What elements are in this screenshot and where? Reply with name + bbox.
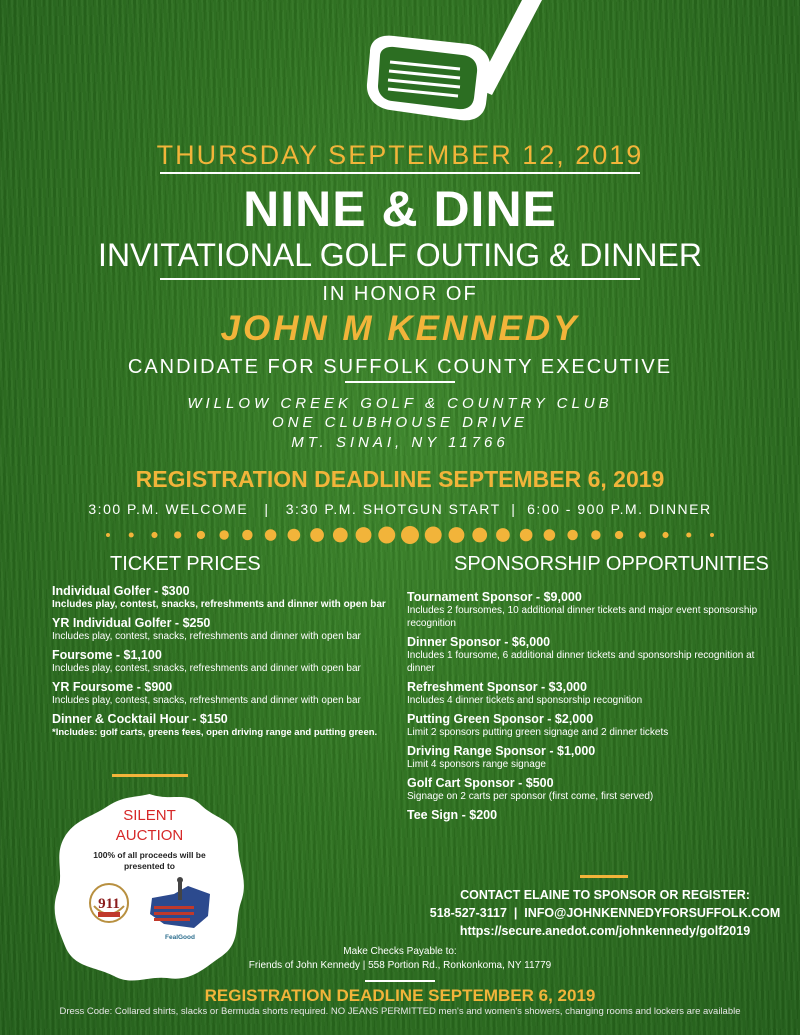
- divider-dot: [615, 531, 623, 539]
- divider-dot: [242, 530, 252, 540]
- sponsor-item: [407, 776, 777, 803]
- ticket-item: [52, 680, 392, 707]
- candidate-title: CANDIDATE FOR SUFFOLK COUNTY EXECUTIVE: [127, 356, 673, 378]
- ticket-name: YR Foursome - $900: [52, 680, 173, 694]
- dress-code: Dress Code: Collared shirts, slacks or Bermuda shorts required. NO JEANS PERMITTED men's and women's showers, changing rooms and lockers are available: [59, 1006, 741, 1017]
- sponsor-desc: Includes 4 dinner tickets and sponsorship recognition: [407, 695, 643, 706]
- divider-dot: [686, 532, 691, 537]
- sponsorship-title: SPONSORSHIP OPPORTUNITIES: [454, 553, 769, 575]
- event-schedule: 3:00 P.M. WELCOME | 3:30 P.M. SHOTGUN START | 6:00 - 900 P.M. DINNER: [88, 501, 712, 517]
- ticket-desc: Includes play, contest, snacks, refreshments and dinner with open bar: [52, 631, 361, 642]
- venue-street: ONE CLUBHOUSE DRIVE: [271, 414, 529, 431]
- sponsor-desc: Limit 2 sponsors putting green signage and 2 dinner tickets: [407, 727, 669, 738]
- divider: [345, 381, 455, 383]
- divider-dot: [496, 528, 510, 542]
- checks-payable-address: Friends of John Kennedy | 558 Portion Rd., Ronkonkoma, NY 11779: [248, 960, 552, 971]
- divider-dot: [425, 527, 442, 544]
- ticket-item: [52, 648, 392, 675]
- sponsor-name: Golf Cart Sponsor - $500: [407, 776, 554, 790]
- silent-auction-title: AUCTION: [115, 827, 184, 844]
- venue-city: MT. SINAI, NY 11766: [291, 434, 509, 451]
- ticket-item: [52, 616, 392, 643]
- event-title: NINE & DINE: [243, 181, 557, 237]
- divider-dot: [310, 528, 324, 542]
- divider-dot: [567, 530, 577, 540]
- sponsorship-list: [407, 590, 777, 827]
- gold-divider: [580, 875, 628, 878]
- divider-dot: [472, 528, 487, 543]
- divider: [160, 172, 640, 174]
- divider-dot: [333, 528, 348, 543]
- divider-dot: [401, 526, 419, 544]
- ticket-desc: Includes play, contest, snacks, refreshments and dinner with open bar: [52, 599, 386, 610]
- ticket-prices-title: TICKET PRICES: [110, 553, 261, 575]
- sponsor-name: Putting Green Sponsor - $2,000: [407, 712, 594, 726]
- divider-dot: [520, 529, 533, 542]
- ticket-name: YR Individual Golfer - $250: [52, 616, 211, 630]
- honor-prefix: IN HONOR OF: [322, 283, 478, 305]
- sponsor-desc: Includes 1 foursome, 6 additional dinner tickets and sponsorship recognition at dinner: [407, 650, 755, 674]
- sponsor-desc: Signage on 2 carts per sponsor (first come, first served): [407, 791, 654, 802]
- sponsor-item: [407, 744, 777, 771]
- divider-dot: [378, 527, 395, 544]
- logo-911-text: 911: [98, 896, 120, 912]
- ticket-item: [52, 712, 392, 739]
- divider-dot: [219, 530, 228, 539]
- divider-dot: [662, 532, 668, 538]
- sponsor-name: Tee Sign - $200: [407, 808, 498, 822]
- ticket-name: Dinner & Cocktail Hour - $150: [52, 712, 228, 726]
- sponsor-name: Refreshment Sponsor - $3,000: [407, 680, 587, 694]
- divider-dot: [356, 527, 372, 543]
- honoree-name: JOHN M KENNEDY: [220, 309, 580, 348]
- divider-dot: [129, 532, 134, 537]
- contact-phone-email[interactable]: 518-527-3117 | INFO@JOHNKENNEDYFORSUFFOLK.COM: [429, 906, 781, 920]
- nine-eleven-logo-icon: [88, 882, 130, 924]
- sponsor-desc: Limit 4 sponsors range signage: [407, 759, 546, 770]
- ticket-list: [52, 584, 392, 744]
- ticket-item: [52, 584, 392, 611]
- registration-link[interactable]: https://secure.anedot.com/johnkennedy/golf2019: [459, 924, 751, 938]
- sponsor-name: Tournament Sponsor - $9,000: [407, 590, 582, 604]
- divider-dot: [151, 532, 157, 538]
- divider-dot: [544, 529, 556, 541]
- feelgood-text: FealGood: [165, 934, 195, 941]
- sponsor-item: [407, 635, 777, 675]
- ticket-name: Individual Golfer - $300: [52, 584, 190, 598]
- gold-divider: [112, 774, 188, 777]
- sponsor-item: [407, 590, 777, 630]
- divider: [365, 980, 435, 982]
- divider-dot: [449, 527, 465, 543]
- sponsor-item: [407, 808, 777, 822]
- divider-dot: [174, 531, 181, 538]
- sponsor-item: [407, 680, 777, 707]
- divider-dot: [710, 533, 714, 537]
- event-subtitle: INVITATIONAL GOLF OUTING & DINNER: [98, 237, 702, 273]
- sponsor-desc: Includes 2 foursomes, 10 additional dinner tickets and major event sponsorship recognition: [407, 605, 758, 629]
- dot-divider: [100, 520, 720, 550]
- sponsor-item: [407, 712, 777, 739]
- registration-deadline: REGISTRATION DEADLINE SEPTEMBER 6, 2019: [135, 466, 665, 492]
- registration-deadline-footer: REGISTRATION DEADLINE SEPTEMBER 6, 2019: [204, 986, 596, 1005]
- silent-auction-title: SILENT: [123, 807, 176, 824]
- sponsor-name: Driving Range Sponsor - $1,000: [407, 744, 596, 758]
- divider-dot: [265, 529, 277, 541]
- ticket-desc: Includes play, contest, snacks, refreshments and dinner with open bar: [52, 695, 361, 706]
- sponsor-name: Dinner Sponsor - $6,000: [407, 635, 551, 649]
- feelgood-logo-icon: [144, 876, 216, 934]
- event-date: THURSDAY SEPTEMBER 12, 2019: [156, 140, 644, 170]
- divider-dot: [106, 533, 110, 537]
- ticket-name: Foursome - $1,100: [52, 648, 162, 662]
- divider-dot: [591, 530, 600, 539]
- divider-dot: [288, 529, 301, 542]
- checks-payable-label: Make Checks Payable to:: [343, 946, 457, 957]
- ticket-includes-note: *Includes: golf carts, greens fees, open driving range and putting green.: [52, 727, 378, 738]
- ticket-desc: Includes play, contest, snacks, refreshments and dinner with open bar: [52, 663, 361, 674]
- divider-dot: [639, 531, 646, 538]
- contact-title: CONTACT ELAINE TO SPONSOR OR REGISTER:: [460, 888, 750, 902]
- auction-note: 100% of all proceeds will be presented to: [93, 850, 206, 871]
- venue-name: WILLOW CREEK GOLF & COUNTRY CLUB: [187, 395, 613, 412]
- divider: [160, 278, 640, 280]
- divider-dot: [197, 531, 205, 539]
- golf-club-icon: [350, 0, 580, 140]
